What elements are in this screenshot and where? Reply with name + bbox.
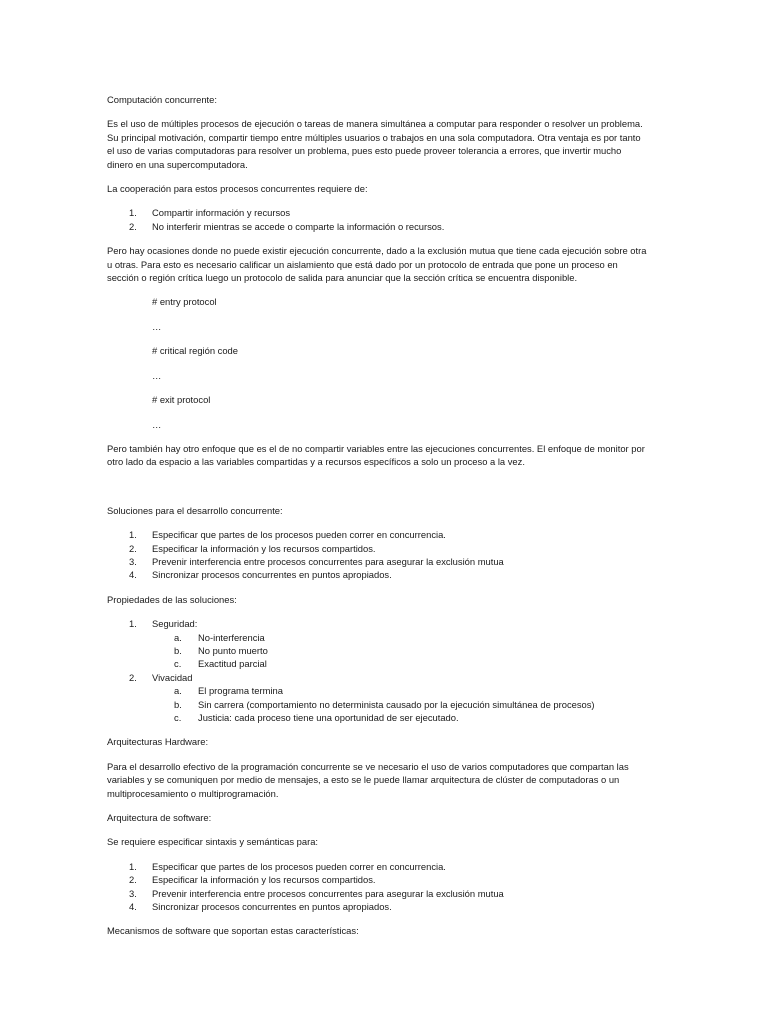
list-item-text: No interferir mientras se accede o comparte la información o recursos. bbox=[152, 220, 445, 232]
hardware-heading: Arquitecturas Hardware: bbox=[107, 736, 209, 748]
software-heading: Arquitectura de software: bbox=[107, 812, 212, 824]
list-item-text: Especificar que partes de los procesos pueden correr en concurrencia. bbox=[152, 860, 446, 872]
code-line-exit: # exit protocol bbox=[152, 394, 211, 406]
sublist-item bbox=[107, 711, 647, 724]
liveness-sublist bbox=[107, 684, 647, 724]
mechanisms-heading: Mecanismos de software que soportan estas características: bbox=[107, 925, 359, 937]
sublist-item-text: No-interferencia bbox=[198, 631, 265, 643]
sublist-marker: c. bbox=[174, 712, 182, 723]
sublist-item-text: Exactitud parcial bbox=[198, 658, 267, 670]
document-title: Computación concurrente: bbox=[107, 94, 217, 105]
list-item-text: Prevenir interferencia entre procesos concurrentes para asegurar la exclusión mutua bbox=[152, 555, 504, 567]
list-marker: 2. bbox=[129, 542, 137, 554]
sublist-item bbox=[107, 684, 647, 697]
sublist-marker: b. bbox=[174, 644, 182, 656]
list-marker: 3. bbox=[129, 887, 137, 899]
sublist-item bbox=[107, 644, 647, 657]
list-marker: 4. bbox=[129, 569, 137, 581]
safety-sublist bbox=[107, 631, 647, 671]
list-item-text: Prevenir interferencia entre procesos concurrentes para asegurar la exclusión mutua bbox=[152, 887, 504, 899]
list-item-text: Vivacidad bbox=[152, 671, 193, 683]
hardware-paragraph: Para el desarrollo efectivo de la programación concurrente se ve necesario el uso de varios computadores que compartan las variables y se comuniquen por medio de mensajes, a esto se le puede llamar arquitectura de clúster de computadoras o un multiprocesamiento o multiprogramación. bbox=[107, 760, 629, 799]
list-item bbox=[107, 873, 647, 886]
properties-list bbox=[107, 617, 647, 630]
list-marker: 4. bbox=[129, 901, 137, 913]
list-item-text: Especificar la información y los recursos compartidos. bbox=[152, 874, 376, 886]
intro-paragraph: Es el uso de múltiples procesos de ejecución o tareas de manera simultánea a computar para responder o resolver un problema. Su principal motivación, compartir tiempo entre múltiples usuarios o trabajos en una sola computadora. Otra ventaja es por tanto el uso de varias computadoras para resolver un problema, pues esto puede proveer tolerancia a errores, que invertir mucho dinero en una supercomputadora. bbox=[107, 118, 643, 170]
list-item-text: Sincronizar procesos concurrentes en puntos apropiados. bbox=[152, 901, 392, 913]
document-body bbox=[107, 93, 647, 949]
code-line-ellipsis: … bbox=[152, 369, 162, 381]
sublist-item-text: Justicia: cada proceso tiene una oportunidad de ser ejecutado. bbox=[198, 712, 459, 723]
sublist-item-text: No punto muerto bbox=[198, 644, 268, 656]
properties-heading: Propiedades de las soluciones: bbox=[107, 593, 237, 605]
list-marker: 2. bbox=[129, 671, 137, 683]
list-item bbox=[107, 887, 647, 900]
sublist-item-text: El programa termina bbox=[198, 685, 283, 697]
list-item bbox=[107, 528, 647, 541]
solutions-heading: Soluciones para el desarrollo concurrente: bbox=[107, 504, 283, 516]
list-marker: 3. bbox=[129, 555, 137, 567]
list-marker: 2. bbox=[129, 874, 137, 886]
list-item-text: Especificar que partes de los procesos pueden correr en concurrencia. bbox=[152, 529, 446, 541]
list-item bbox=[107, 617, 647, 630]
list-marker: 1. bbox=[129, 618, 137, 630]
sublist-marker: a. bbox=[174, 631, 182, 643]
list-item-text: Seguridad: bbox=[152, 618, 198, 630]
list-item bbox=[107, 900, 647, 913]
sublist-item bbox=[107, 631, 647, 644]
list-marker: 1. bbox=[129, 207, 137, 219]
list-item-text: Sincronizar procesos concurrentes en puntos apropiados. bbox=[152, 569, 392, 581]
software-list bbox=[107, 860, 647, 914]
list-item bbox=[107, 671, 647, 684]
sublist-marker: b. bbox=[174, 698, 182, 710]
cooperation-heading: La cooperación para estos procesos concurrentes requiere de: bbox=[107, 183, 368, 195]
section-spacer bbox=[107, 480, 647, 504]
code-line-ellipsis: … bbox=[152, 418, 162, 430]
software-intro: Se requiere especificar sintaxis y semánticas para: bbox=[107, 836, 319, 848]
code-line-critical: # critical región code bbox=[152, 345, 238, 357]
sublist-item bbox=[107, 698, 647, 711]
cooperation-list bbox=[107, 206, 647, 233]
sublist-item bbox=[107, 657, 647, 670]
properties-list-continued bbox=[107, 671, 647, 684]
list-item bbox=[107, 860, 647, 873]
list-marker: 1. bbox=[129, 860, 137, 872]
list-item bbox=[107, 542, 647, 555]
list-item bbox=[107, 206, 647, 219]
sublist-item-text: Sin carrera (comportamiento no determinista causado por la ejecución simultánea de procesos) bbox=[198, 698, 595, 710]
code-line-entry: # entry protocol bbox=[152, 296, 217, 308]
monitor-paragraph: Pero también hay otro enfoque que es el de no compartir variables entre las ejecuciones concurrentes. El enfoque de monitor por otro lado da espacio a las variables compartidas y a recursos específicos a solo un proceso a la vez. bbox=[107, 442, 645, 468]
list-marker: 2. bbox=[129, 220, 137, 232]
list-item bbox=[107, 568, 647, 581]
list-item bbox=[107, 220, 647, 233]
list-marker: 1. bbox=[129, 529, 137, 541]
exclusion-paragraph: Pero hay ocasiones donde no puede existir ejecución concurrente, dado a la exclusión mutua que tiene cada ejecución sobre otra u otras. Para esto es necesario calificar un aislamiento que está dado por un protocolo de entrada que pone un proceso en sección o región crítica luego un protocolo de salida para anunciar que la sección crítica se encuentra disponible. bbox=[107, 245, 647, 284]
sublist-marker: a. bbox=[174, 685, 182, 697]
list-item-text: Compartir información y recursos bbox=[152, 207, 291, 219]
list-item-text: Especificar la información y los recursos compartidos. bbox=[152, 542, 376, 554]
code-line-ellipsis: … bbox=[152, 320, 162, 332]
sublist-marker: c. bbox=[174, 658, 182, 670]
solutions-list bbox=[107, 528, 647, 582]
list-item bbox=[107, 555, 647, 568]
